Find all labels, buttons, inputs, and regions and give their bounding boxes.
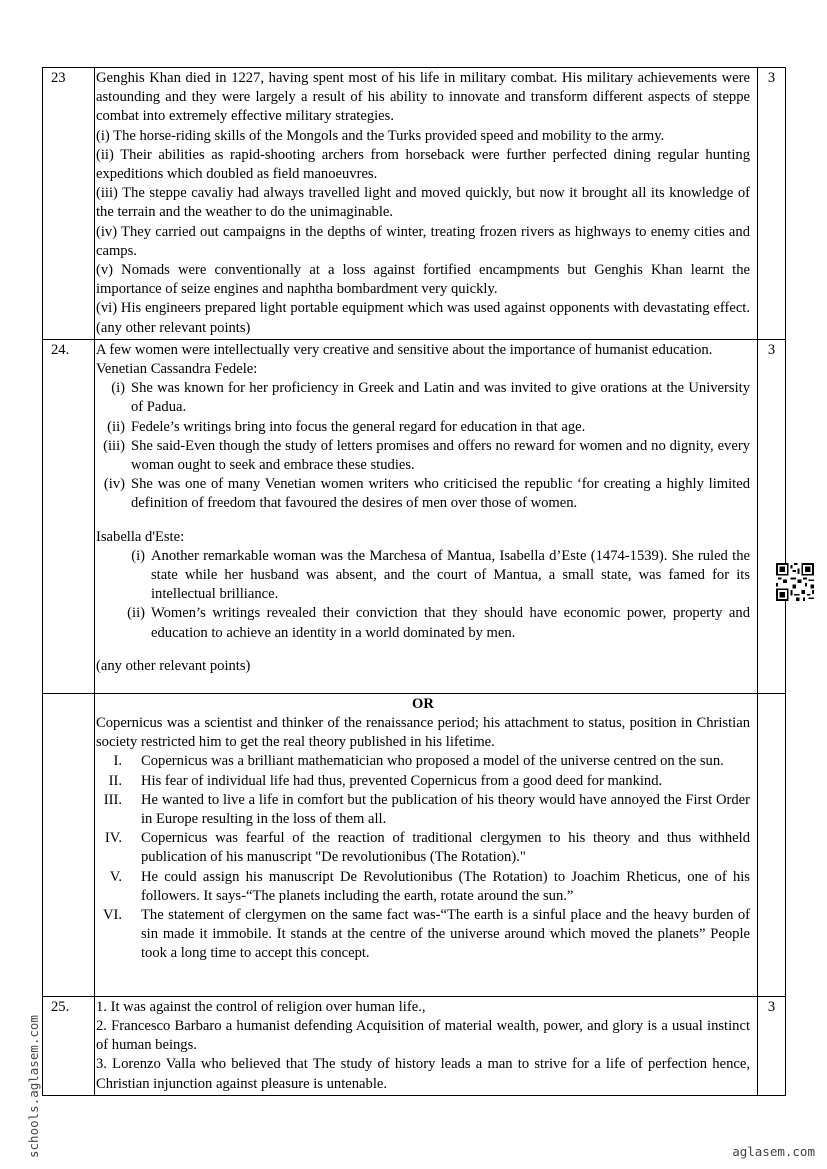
answer-point: (iv) They carried out campaigns in the depths of winter, treating frozen rivers as highways to enemy cities and camps. xyxy=(96,223,750,259)
item-label: I. xyxy=(113,753,122,770)
section-heading: Isabella d'Este: xyxy=(96,528,185,545)
list-item xyxy=(96,772,750,791)
side-watermark: schools.aglasem.com xyxy=(26,1015,41,1158)
item-label: VI. xyxy=(102,907,122,924)
marks: 3 xyxy=(758,339,786,693)
question-number: 25. xyxy=(43,996,95,1095)
item-text: She was one of many Venetian women writers who criticised the republic ‘for creating a highly limited definition of freedom that favoured the desires of men over those of women. xyxy=(131,476,750,512)
answer-body xyxy=(95,996,758,1095)
list-item xyxy=(96,829,750,867)
list-item xyxy=(96,475,750,513)
qr-code-icon xyxy=(776,563,814,601)
list-item xyxy=(96,906,750,964)
answer-point: 1. It was against the control of religion over human life., xyxy=(96,998,426,1015)
answer-body xyxy=(95,693,758,996)
marks: 3 xyxy=(758,68,786,340)
question-row-24 xyxy=(43,339,786,693)
item-label: (i) xyxy=(111,380,125,397)
item-text: She said-Even though the study of letters promises and offers no reward for women and no dignity, every woman ought to seek and embrace these studies. xyxy=(131,437,750,474)
list-item xyxy=(96,547,750,605)
item-text: His fear of individual life had thus, prevented Copernicus from a good deed for mankind. xyxy=(141,772,663,789)
item-text: Copernicus was a brilliant mathematician who proposed a model of the universe centred on the sun. xyxy=(141,753,724,770)
list-item xyxy=(96,437,750,475)
or-row xyxy=(43,693,786,996)
question-row-23 xyxy=(43,68,786,340)
item-text: The statement of clergymen on the same fact was-“The earth is a sinful place and the heavy burden of sin made it immobile. It stands at the centre of the universe around which moved the planets” People took a long time to accept this concept. xyxy=(141,907,750,962)
question-number: 24. xyxy=(43,339,95,693)
item-label: III. xyxy=(103,791,122,808)
este-list xyxy=(96,547,750,643)
answer-intro: Copernicus was a scientist and thinker of the renaissance period; his attachment to status, position in Christian society restricted him to get the real theory published in his lifetime. xyxy=(96,715,750,751)
item-text: Copernicus was fearful of the reaction of traditional clergymen to his theory and thus withheld publication of his manuscript "De revolutionibus (The Rotation)." xyxy=(141,830,750,866)
list-item xyxy=(96,868,750,906)
list-item xyxy=(96,752,750,771)
item-text: He wanted to live a life in comfort but the publication of his theory would have annoyed the First Order in Europe resulting in the loss of them all. xyxy=(141,791,750,828)
item-label: (ii) xyxy=(107,418,125,435)
item-text: Fedele’s writings bring into focus the general regard for education in that age. xyxy=(131,418,586,435)
answer-point: (iii) The steppe cavaliy had always travelled light and moved quickly, but now it brought all its knowledge of the terrain and the weather to do the unimaginable. xyxy=(96,185,750,221)
answer-point: (i) The horse-riding skills of the Mongols and the Turks provided speed and mobility to the army. xyxy=(96,127,665,144)
item-label: (iv) xyxy=(103,476,125,493)
item-text: Another remarkable woman was the Marchesa of Mantua, Isabella d’Este (1474-1539). She ruled the state while her husband was absent, and the court of Mantua, a small state, was famed for its intellectual brilliance. xyxy=(151,547,750,603)
question-number: 23 xyxy=(43,68,95,340)
answer-point: (ii) Their abilities as rapid-shooting archers from horseback were further perfected dining regular hunting expeditions which doubled as field manoeuvres. xyxy=(96,146,750,183)
copernicus-list xyxy=(96,752,750,963)
item-text: Women’s writings revealed their conviction that they should have economic power, property and education to achieve an identity in a world dominated by men. xyxy=(151,605,750,641)
answer-point: (vi) His engineers prepared light portable equipment which was used against opponents with devastating effect. (any other relevant points) xyxy=(96,300,750,336)
section-heading: Venetian Cassandra Fedele: xyxy=(96,361,258,378)
answer-intro: A few women were intellectually very creative and sensitive about the importance of humanist education. xyxy=(96,341,713,358)
closing-note: (any other relevant points) xyxy=(96,657,251,674)
answer-body xyxy=(95,339,758,693)
list-item xyxy=(96,604,750,642)
item-label: V. xyxy=(109,868,122,885)
answer-body xyxy=(95,68,758,340)
marks: 3 xyxy=(758,996,786,1095)
item-label: (iii) xyxy=(103,437,125,454)
question-row-25 xyxy=(43,996,786,1095)
list-item xyxy=(96,418,750,437)
answer-point: 2. Francesco Barbaro a humanist defending Acquisition of material wealth, power, and glory is a usual instinct of human beings. xyxy=(96,1018,750,1054)
item-label: (i) xyxy=(131,547,145,564)
item-label: (ii) xyxy=(127,605,145,622)
list-item xyxy=(96,791,750,829)
answer-intro: Genghis Khan died in 1227, having spent most of his life in military combat. His military achievements were astounding and they were largely a result of his ability to innovate and transform different aspects of steppe combat into extremely effective military strategies. xyxy=(96,70,750,125)
item-text: She was known for her proficiency in Greek and Latin and was invited to give orations at the University of Padua. xyxy=(131,380,750,416)
item-label: IV. xyxy=(104,830,122,847)
or-label: OR xyxy=(412,695,434,712)
answer-point: (v) Nomads were conventionally at a loss against fortified encampments but Genghis Khan learnt the importance of seize engines and naphtha bombardment very quickly. xyxy=(96,262,750,298)
answer-table xyxy=(42,67,786,1096)
list-item xyxy=(96,379,750,417)
answer-point: 3. Lorenzo Valla who believed that The study of history leads a man to strive for a life of perfection hence, Christian injunction against pleasure is untenable. xyxy=(96,1056,750,1092)
fedele-list xyxy=(96,379,750,513)
item-label: II. xyxy=(108,772,122,789)
footer-watermark: aglasem.com xyxy=(732,1144,815,1159)
item-text: He could assign his manuscript De Revolutionibus (The Rotation) to Joachim Rheticus, one of his followers. It says-“The planets including the earth, rotate around the sun.” xyxy=(141,868,750,904)
